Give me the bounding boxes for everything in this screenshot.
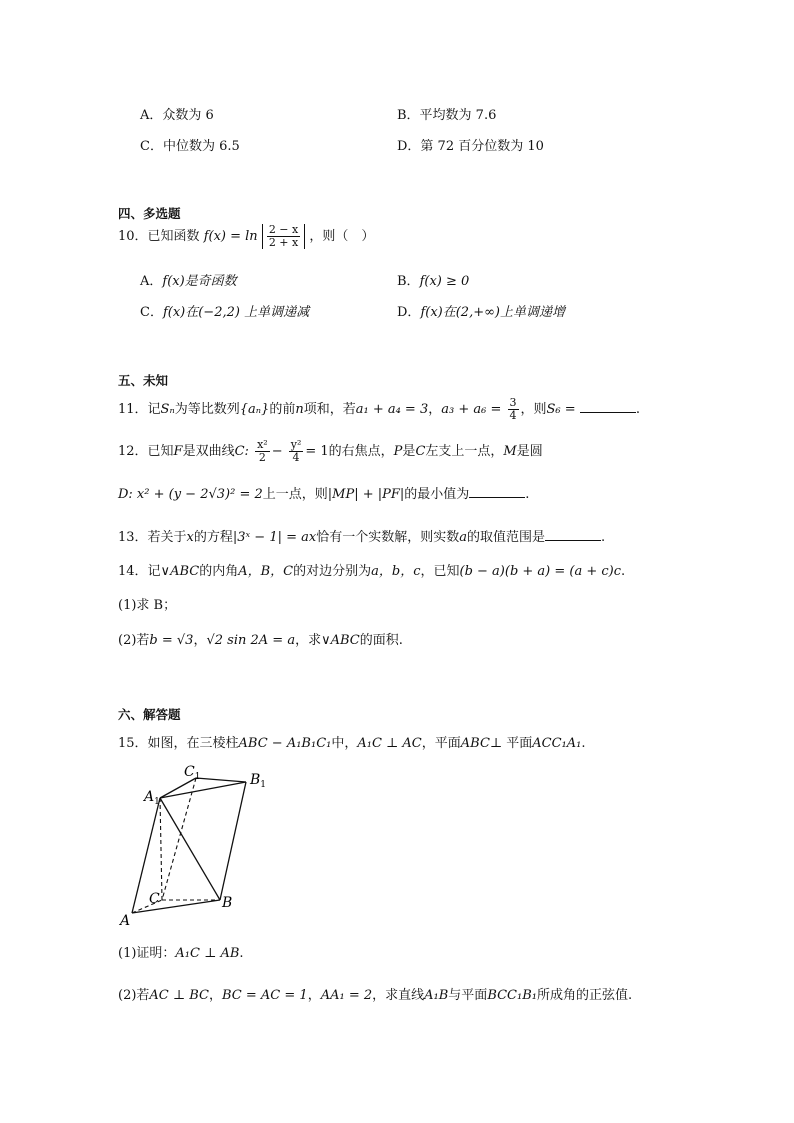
q10-abs-value	[262, 224, 305, 249]
q12-text-7: 上一点，则	[262, 487, 328, 502]
q15-text-4: ⊥ 平面	[489, 736, 533, 751]
q14-sub2-comma: ，	[193, 633, 207, 648]
question-14	[118, 560, 625, 579]
q10-denominator: 2 + x	[268, 236, 299, 249]
q15-sub2-aa1: AA₁ = 2	[320, 988, 373, 1003]
label-b: B	[222, 895, 233, 911]
q11-eq-2: a₃ + a₆ =	[441, 402, 502, 417]
q10-numerator: 2 − x	[268, 223, 299, 236]
q11-eq-1: a₁ + a₄ = 3	[355, 402, 429, 417]
q14-sub2-b: b = √3	[149, 633, 194, 648]
q15-text-2: 中，	[331, 736, 358, 751]
q10-option-a-text: f(x)是奇函数	[162, 274, 237, 289]
q11-text-2: 为等比数列	[174, 402, 240, 417]
edge-c1-b1	[196, 778, 246, 782]
q12-y-den: 4	[292, 451, 300, 464]
q12-y-num: y²	[290, 438, 302, 451]
q15-sub2-perp: AC ⊥ BC	[149, 988, 209, 1003]
question-15	[118, 732, 586, 751]
q9-option-b: B．平均数为 7.6	[397, 108, 497, 123]
q15-plane-2: ACC₁A₁	[532, 736, 582, 751]
q13-text-1: 13．若关于	[118, 530, 187, 545]
q14-eq: (b − a)(b + a) = (a + c)c	[459, 564, 622, 579]
q15-sub1-text: (1)证明：	[118, 946, 176, 961]
q12-minus: −	[271, 444, 283, 459]
q15-perp: A₁C ⊥ AC	[357, 736, 422, 751]
q12-sum: |MP| + |PF|	[327, 487, 405, 502]
q14-sides: a，b，c	[371, 564, 421, 579]
q11-frac-den: 4	[509, 409, 517, 422]
label-a1: $A_1$	[144, 789, 160, 807]
q15-sub2-lengths: BC = AC = 1	[222, 988, 308, 1003]
q11-s6: S₆ =	[546, 402, 576, 417]
q14-sub2-eq: √2 sin 2A = a	[206, 633, 296, 648]
q10-option-d	[397, 301, 565, 320]
edge-a-b	[132, 900, 220, 913]
q12-text-8: 的最小值为	[404, 487, 470, 502]
q10-option-b-text: f(x) ≥ 0	[419, 274, 470, 289]
q14-text-3: 的对边分别为	[293, 564, 372, 579]
q14-end: .	[621, 564, 626, 579]
q10-prefix: 10．已知函数	[118, 229, 200, 244]
q12-text-1: 12．已知	[118, 444, 174, 459]
q13-end: .	[601, 530, 606, 545]
q14-angles: A，B，C	[238, 564, 294, 579]
q15-plane-1: ABC	[460, 736, 490, 751]
segment-a1-c-hidden	[160, 798, 162, 900]
q12-x-num: x²	[257, 438, 268, 451]
q10-suffix: ，则（ ）	[309, 229, 375, 244]
q10-option-c-label: C．	[140, 305, 163, 320]
q11-text-5: ，则	[520, 402, 547, 417]
question-12-line-2	[118, 483, 529, 502]
q15-prism: ABC − A₁B₁C₁	[238, 736, 332, 751]
q10-option-c-text: f(x)在(−2,2) 上单调递减	[162, 305, 310, 320]
q10-func: f(x) = ln	[203, 229, 258, 244]
q11-end: .	[635, 402, 640, 417]
q15-sub2-text-4: 所成角的正弦值.	[536, 988, 633, 1003]
q14-text-4: ，已知	[420, 564, 460, 579]
q15-sub-2	[118, 984, 632, 1003]
q12-eq: = 1	[305, 444, 329, 459]
q13-answer-blank	[545, 528, 601, 541]
q15-sub2-line: A₁B	[424, 988, 449, 1003]
question-12-line-1	[118, 439, 543, 464]
q15-sub-1	[118, 942, 244, 961]
q11-fraction	[508, 397, 519, 422]
q15-sub2-text-1: (2)若	[118, 988, 150, 1003]
q12-m: M	[503, 444, 517, 459]
q15-end: .	[581, 736, 586, 751]
q14-sub-2	[118, 629, 403, 648]
q15-sub2-plane: BCC₁B₁	[487, 988, 537, 1003]
segment-a1-b	[160, 798, 220, 900]
edge-b1-b	[220, 782, 246, 900]
q10-option-a-label: A．	[140, 274, 163, 289]
q10-option-d-label: D．	[397, 305, 421, 320]
q11-text-1: 11．记	[118, 402, 161, 417]
q11-text-4: 项和，若	[303, 402, 356, 417]
question-10-stem	[118, 224, 374, 249]
q10-option-b	[397, 270, 469, 289]
q15-sub2-comma-1: ，	[209, 988, 223, 1003]
q12-c2: C	[415, 444, 426, 459]
label-b1: $B_1$	[250, 772, 267, 790]
q13-text-3: 恰有一个实数解，则实数	[316, 530, 460, 545]
label-a: A	[120, 913, 131, 929]
q11-n: n	[295, 402, 304, 417]
q12-f: F	[173, 444, 183, 459]
q13-a: a	[459, 530, 468, 545]
q12-text-3: 的右焦点，	[328, 444, 394, 459]
q14-sub2-text-3: 的面积.	[359, 633, 403, 648]
q14-sub2-text-1: (2)若	[118, 633, 150, 648]
q12-x-fraction	[255, 439, 270, 464]
q12-text-2: 是双曲线	[182, 444, 235, 459]
q9-option-c: C．中位数为 6.5	[140, 139, 240, 154]
q14-sub-1: (1)求 B；	[118, 598, 177, 613]
q11-answer-blank	[580, 400, 636, 413]
question-11	[118, 397, 640, 422]
q14-sub2-text-2: ，求∨	[295, 633, 331, 648]
edge-a1-b1	[160, 782, 246, 798]
section-heading-unknown: 五、未知	[118, 373, 169, 388]
label-c1: $C_1$	[184, 764, 201, 782]
q15-sub1-eq: A₁C ⊥ AB	[175, 946, 240, 961]
q15-sub2-text-3: 与平面	[448, 988, 488, 1003]
q14-sub2-abc: ABC	[330, 633, 360, 648]
q12-y-fraction	[289, 439, 304, 464]
q12-text-4: 是	[402, 444, 416, 459]
q14-text-2: 的内角	[199, 564, 239, 579]
q15-sub2-text-2: ，求直线	[372, 988, 425, 1003]
q10-option-b-label: B．	[397, 274, 420, 289]
q15-text-3: ，平面	[421, 736, 461, 751]
label-c: C	[149, 891, 160, 907]
q15-text-1: 15．如图，在三棱柱	[118, 736, 239, 751]
q11-sn: Sₙ	[160, 402, 175, 417]
q11-text-3: 的前	[269, 402, 296, 417]
q12-c: C:	[234, 444, 249, 459]
q10-option-d-text: f(x)在(2,+∞)上单调递增	[420, 305, 565, 320]
q10-option-c	[140, 301, 309, 320]
q12-answer-blank	[469, 485, 525, 498]
q13-text-2: 的方程	[193, 530, 233, 545]
q12-text-6: 是圆	[516, 444, 543, 459]
q9-option-a: A．众数为 6	[140, 108, 214, 123]
q12-x-den: 2	[258, 451, 266, 464]
q11-frac-num: 3	[509, 396, 517, 409]
q15-sub2-comma-2: ，	[307, 988, 321, 1003]
q12-text-5: 左支上一点，	[425, 444, 504, 459]
q10-fraction	[267, 224, 300, 249]
section-heading-multiple-choice: 四、多选题	[118, 206, 181, 221]
question-13	[118, 526, 605, 545]
q12-end: .	[525, 487, 530, 502]
section-heading-answer: 六、解答题	[118, 707, 181, 722]
q14-abc: ABC	[170, 564, 200, 579]
q15-sub1-end: .	[239, 946, 244, 961]
q13-text-4: 的取值范围是	[467, 530, 546, 545]
q14-text-1: 14．记∨	[118, 564, 171, 579]
prism-figure	[110, 758, 280, 930]
q11-an: {aₙ}	[239, 402, 270, 417]
q13-x: x	[186, 530, 194, 545]
q10-option-a	[140, 270, 237, 289]
q12-circle-eq: D: x² + (y − 2√3)² = 2	[118, 487, 263, 502]
q12-p: P	[393, 444, 403, 459]
q13-eq: |3ˣ − 1| = ax	[232, 530, 317, 545]
q9-option-d: D．第 72 百分位数为 10	[397, 139, 544, 154]
q11-comma: ，	[428, 402, 442, 417]
